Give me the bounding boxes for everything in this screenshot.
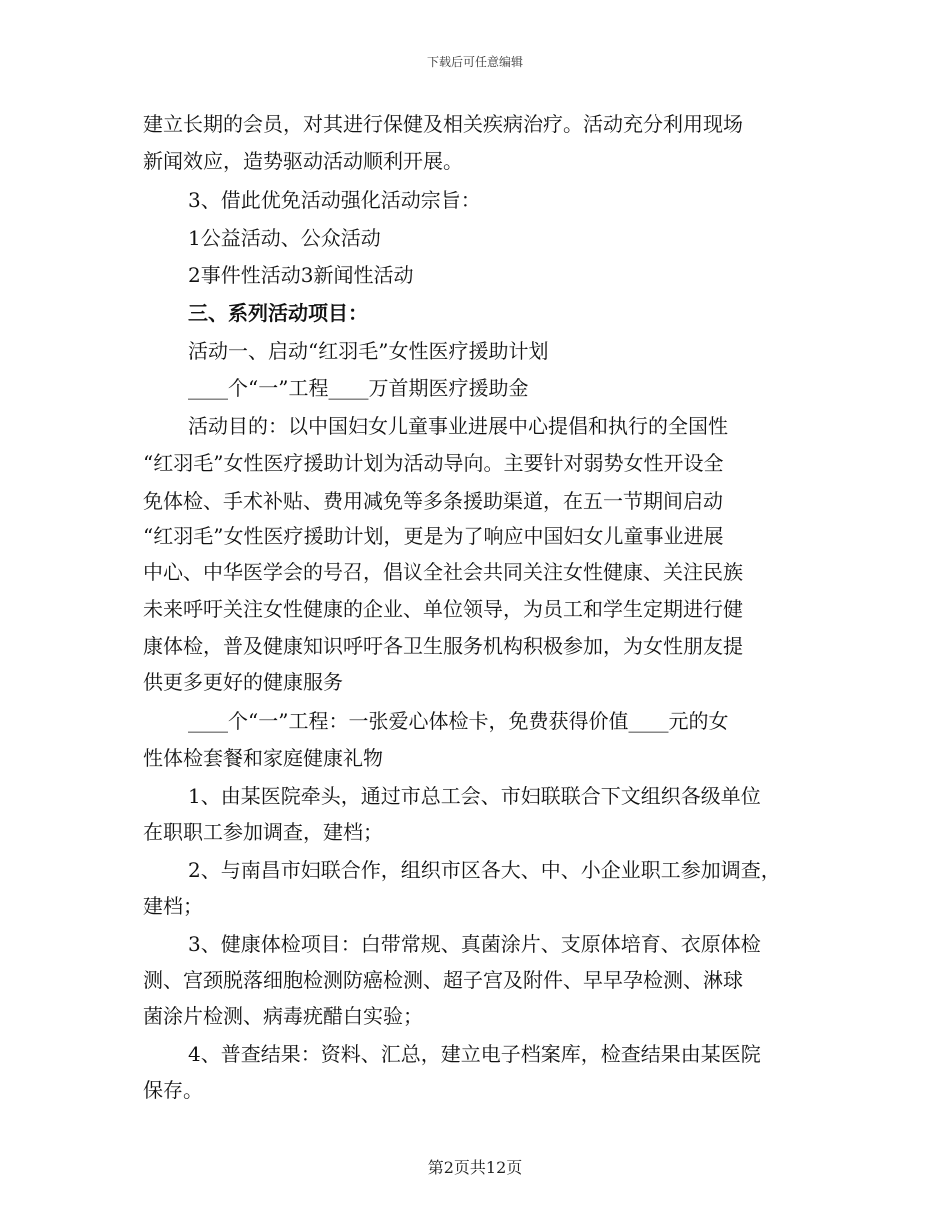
text-line: 性体检套餐和家庭健康礼物: [143, 746, 383, 770]
text-line: 4、普查结果：资料、汇总，建立电子档案库，检查结果由某医院: [188, 1042, 761, 1066]
text-line: “红羽毛”女性医疗援助计划为活动导向。主要针对弱势女性开设全: [143, 451, 724, 475]
text-line: 保存。: [143, 1078, 203, 1102]
page-footer: 第2页共12页: [427, 1158, 523, 1177]
text-line: 在职职工参加调查，建档；: [143, 820, 383, 844]
text-line: 1公益活动、公众活动: [188, 226, 381, 250]
text-line: ____个“一”工程____万首期医疗援助金: [188, 376, 529, 400]
text-line: 2、与南昌市妇联合作，组织市区各大、中、小企业职工参加调查，: [188, 858, 781, 882]
text-line: 康体检，普及健康知识呼吁各卫生服务机构积极参加，为女性朋友提: [143, 634, 743, 658]
text-line: 3、借此优免活动强化活动宗旨：: [188, 188, 481, 212]
text-line: 活动目的：以中国妇女儿童事业进展中心提倡和执行的全国性: [188, 414, 728, 438]
text-line: 供更多更好的健康服务: [143, 670, 343, 694]
section-heading: 三、系列活动项目：: [188, 301, 368, 325]
text-line: 2事件性活动3新闻性活动: [188, 263, 414, 287]
text-line: 建立长期的会员，对其进行保健及相关疾病治疗。活动充分利用现场: [143, 112, 743, 136]
text-line: 新闻效应，造势驱动活动顺利开展。: [143, 149, 463, 173]
text-line: 1、由某医院牵头，通过市总工会、市妇联联合下文组织各级单位: [188, 784, 761, 808]
text-line: ____个“一”工程：一张爱心体检卡，免费获得价值____元的女: [188, 709, 729, 733]
text-line: 活动一、启动“红羽毛”女性医疗援助计划: [188, 339, 549, 363]
page-header: 下载后可任意编辑: [426, 55, 523, 69]
text-line: 菌涂片检测、病毒疣醋白实验；: [143, 1004, 423, 1028]
text-line: 免体检、手术补贴、费用减免等多条援助渠道，在五一节期间启动: [143, 489, 723, 513]
text-line: 测、宫颈脱落细胞检测防癌检测、超子宫及附件、早早孕检测、淋球: [143, 968, 743, 992]
text-line: 中心、中华医学会的号召，倡议全社会共同关注女性健康、关注民族: [143, 560, 743, 584]
text-line: “红羽毛”女性医疗援助计划，更是为了响应中国妇女儿童事业进展: [143, 524, 724, 548]
text-line: 未来呼吁关注女性健康的企业、单位领导，为员工和学生定期进行健: [143, 597, 743, 621]
text-line: 3、健康体检项目：白带常规、真菌涂片、支原体培育、衣原体检: [188, 932, 761, 956]
text-line: 建档；: [143, 894, 203, 918]
